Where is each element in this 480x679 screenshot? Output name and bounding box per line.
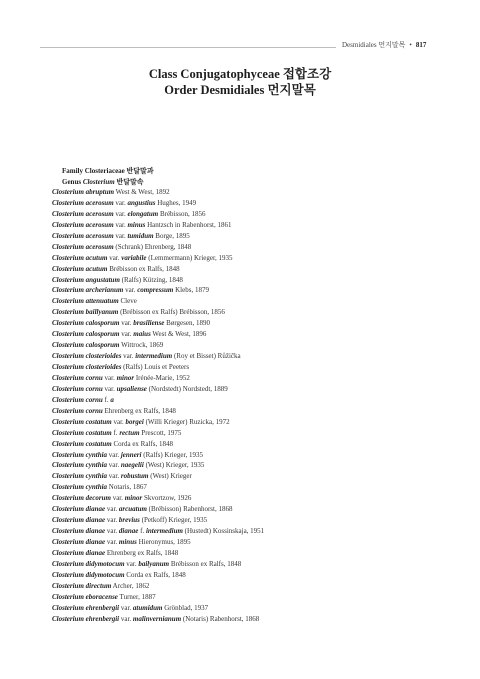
taxon-authority: var. [105, 505, 119, 514]
taxon-authority: Borge, 1895 [153, 231, 190, 240]
taxon-authority: var. [107, 253, 122, 262]
taxon-authority: Ehrenberg ex Ralfs, 1848 [102, 406, 176, 415]
taxon-authority: var. [110, 494, 125, 503]
taxon-name: Closterium cynthia [52, 461, 108, 470]
species-entry [52, 603, 452, 614]
taxon-name: Closterium costatum [52, 428, 112, 437]
species-entry [52, 450, 452, 461]
taxon-name: Closterium calosporum [52, 319, 120, 328]
taxon-authority: (Petkoff) Krieger, 1935 [139, 516, 208, 525]
taxon-authority: Brébisson ex Ralfs, 1848 [169, 559, 242, 568]
taxon-name: Closterium cornu [52, 384, 103, 393]
taxon-name: Closterium calosporum [52, 330, 120, 339]
taxon-name: Closterium acerosum [52, 198, 114, 207]
species-entry [52, 373, 452, 384]
species-entry [52, 515, 452, 526]
taxon-authority: var. [105, 538, 119, 546]
species-entry [52, 209, 452, 220]
taxon-name: minor [116, 373, 135, 382]
species-entry [52, 198, 452, 209]
taxon-authority: West & West, 1896 [150, 330, 207, 339]
taxon-authority: f. [138, 527, 146, 536]
taxon-name: Closterium archerianum [52, 286, 124, 295]
species-entry [52, 307, 452, 318]
taxon-name: tumidum [127, 231, 154, 240]
species-entry [52, 460, 452, 471]
taxon-authority: var. [107, 472, 121, 481]
page-number: 817 [415, 41, 427, 49]
taxon-name: Closterium cornu [52, 395, 103, 404]
taxon-authority: var. [107, 461, 121, 470]
taxon-name: Closterium attenuatum [52, 297, 119, 306]
taxon-name: Closterium cornu [52, 373, 103, 382]
taxon-name: atumidum [132, 603, 163, 612]
taxon-name: minor [124, 494, 143, 503]
taxon-name: Closterium decorum [52, 494, 111, 503]
taxon-authority: var. [102, 384, 117, 393]
taxon-authority: var. [107, 450, 121, 459]
taxon-name: Closterium dianae [52, 527, 106, 536]
taxon-name: brasiliense [133, 319, 165, 328]
header-rule [40, 47, 336, 48]
taxon-name: Closterium eboracense [52, 592, 118, 601]
running-header [342, 40, 426, 50]
taxon-authority: (Notaris) Rabenhorst, 1868 [181, 614, 260, 623]
taxon-authority: (Lemmermann) Krieger, 1935 [146, 253, 233, 262]
taxon-name: naegelii [120, 461, 144, 470]
taxon-name: intermedium [145, 527, 183, 536]
species-entry [52, 362, 452, 373]
family-heading: Family Closteriaceae 반달말과 [62, 167, 154, 175]
taxon-name: Closterium cynthia [52, 450, 108, 459]
taxon-name: intermedium [135, 352, 173, 361]
header-bullet: • [409, 41, 412, 49]
taxon-name: Closterium abruptum [52, 188, 115, 196]
taxon-name: Closterium costatum [52, 439, 112, 448]
taxon-authority: var. [105, 516, 119, 525]
taxon-authority: var. [119, 330, 134, 339]
taxon-name: upsaliense [116, 384, 147, 393]
section-titles [0, 66, 480, 98]
taxon-authority: var. [124, 559, 139, 568]
species-entry [52, 548, 452, 559]
taxon-authority: Brébisson ex Ralfs, 1848 [107, 264, 180, 273]
taxon-name: compressum [137, 286, 174, 295]
taxon-authority: Grönblad, 1937 [162, 603, 209, 612]
taxon-name: Closterium cynthia [52, 472, 108, 481]
taxon-authority: Corda ex Ralfs, 1848 [124, 570, 186, 579]
species-entry [52, 504, 452, 515]
running-title: Desmidiales 먼지말목 [342, 41, 406, 49]
taxon-authority: (Ralfs) Kützing, 1848 [119, 275, 183, 284]
taxon-authority: var. [119, 603, 133, 612]
species-entry [52, 242, 452, 253]
taxon-name: borgei [125, 417, 144, 426]
species-entry [52, 592, 452, 603]
species-entry [52, 318, 452, 329]
species-entry [52, 581, 452, 592]
taxon-name: Closterium acerosum [52, 231, 114, 240]
genus-heading [62, 177, 144, 187]
species-entry [52, 471, 452, 482]
taxon-name: Closterium ehrenbergii [52, 614, 120, 623]
taxon-authority: (Nordstedt) Nordstedt, 1889 [146, 384, 228, 393]
taxon-name: Closterium acerosum [52, 209, 114, 218]
taxon-authority: var. [123, 286, 138, 295]
taxon-name: Closterium cornu [52, 406, 103, 415]
species-entry [52, 395, 452, 406]
taxon-name: elongatum [127, 209, 159, 218]
taxon-authority: Ehrenberg ex Ralfs, 1848 [105, 548, 179, 557]
species-entry [52, 329, 452, 340]
taxon-authority: (Ralfs) Krieger, 1935 [141, 450, 204, 459]
taxon-authority: f. [102, 395, 111, 404]
taxon-name: minus [127, 220, 146, 229]
taxon-name: Closterium directum [52, 581, 112, 590]
species-entry [52, 384, 452, 395]
taxon-authority: var. [113, 220, 128, 229]
taxon-authority: Brébisson, 1856 [158, 209, 206, 218]
taxon-name: maius [133, 330, 151, 339]
taxon-authority: var. [119, 319, 134, 328]
taxon-authority: var. [111, 417, 126, 426]
species-entry [52, 493, 452, 504]
species-entry [52, 285, 452, 296]
taxon-authority: (Brébisson) Rabenhorst, 1868 [146, 505, 233, 514]
taxon-name: Closterium dianae [52, 548, 106, 557]
taxon-name: malinvernianum [132, 614, 182, 623]
species-entry [52, 537, 452, 548]
taxon-authority: Skvortzow, 1926 [142, 494, 192, 503]
species-entry [52, 275, 452, 286]
taxon-name: Closterium calosporum [52, 341, 120, 350]
taxon-authority: Notaris, 1867 [107, 483, 147, 492]
taxon-authority: Hughes, 1949 [155, 198, 197, 207]
taxon-name: arcuatum [118, 505, 147, 514]
taxon-authority: (Hustedt) Kossinskaja, 1951 [182, 527, 265, 536]
taxon-name: Closterium cynthia [52, 483, 108, 492]
class-title: Class Conjugatophyceae 접합조강 [148, 67, 332, 81]
species-entry [52, 406, 452, 417]
taxon-name: Closterium baillyanum [52, 308, 119, 317]
species-entry [52, 439, 452, 450]
taxon-authority: var. [121, 352, 136, 361]
taxon-name: dianae [118, 527, 139, 536]
taxon-authority: Wittrock, 1869 [119, 341, 164, 350]
taxon-name: jenneri [120, 450, 142, 459]
taxon-authority: Klebs, 1879 [173, 286, 209, 295]
taxon-name: robustum [120, 472, 149, 481]
taxon-name: bailyanum [138, 559, 170, 568]
taxon-authority: Turner, 1887 [117, 592, 156, 601]
taxon-name: Closterium didymotocum [52, 559, 125, 568]
taxon-name: Closterium closterioides [52, 352, 122, 361]
taxon-name: Closterium didymotocum [52, 570, 125, 579]
genus-name: Closterium [82, 178, 115, 186]
species-entry [52, 351, 452, 362]
taxon-authority: Cleve [118, 297, 137, 306]
taxon-authority: (Ralfs) Louis et Peeters [121, 363, 190, 371]
species-list [52, 187, 452, 625]
taxon-authority: var. [119, 614, 133, 623]
taxon-name: a [110, 395, 114, 404]
genus-prefix: Genus [62, 178, 82, 186]
species-entry [52, 231, 452, 242]
taxon-name: angustius [127, 198, 156, 207]
taxon-authority: (Brébisson ex Ralfs) Brébisson, 1856 [118, 308, 225, 317]
taxon-authority: Hantzsch in Rabenhorst, 1861 [145, 220, 232, 229]
taxon-name: Closterium closterioides [52, 363, 122, 371]
taxon-authority: Archer, 1862 [111, 581, 150, 590]
species-entry [52, 570, 452, 581]
species-entry [52, 187, 452, 198]
taxon-authority: Irénée-Marie, 1952 [134, 373, 190, 382]
species-entry [52, 220, 452, 231]
taxon-name: Closterium costatum [52, 417, 112, 426]
taxon-authority: var. [113, 231, 128, 240]
species-entry [52, 559, 452, 570]
taxon-authority: (West) Krieger [148, 472, 192, 481]
taxon-name: Closterium ehrenbergii [52, 603, 120, 612]
taxon-authority: West & West, 1892 [114, 188, 170, 196]
species-entry [52, 340, 452, 351]
taxon-name: Closterium acerosum [52, 220, 114, 229]
taxon-name: rectum [119, 428, 140, 437]
taxon-authority: Prescott, 1975 [139, 428, 182, 437]
taxon-name: Closterium acutum [52, 253, 108, 262]
species-entry [52, 526, 452, 537]
taxon-authority: (Roy et Bisset) Růžička [172, 352, 241, 361]
taxon-authority: Corda ex Ralfs, 1848 [111, 439, 173, 448]
taxon-name: Closterium acutum [52, 264, 108, 273]
taxon-name: variabile [121, 253, 147, 262]
taxon-authority: f. [111, 428, 120, 437]
taxon-name: Closterium dianae [52, 538, 106, 546]
order-title: Order Desmidiales 먼지말목 [164, 83, 316, 97]
genus-korean: 반달말속 [116, 178, 144, 186]
taxon-name: minus [118, 538, 137, 546]
species-entry [52, 253, 452, 264]
species-entry [52, 482, 452, 493]
taxon-authority: var. [113, 198, 128, 207]
taxon-name: Closterium dianae [52, 516, 106, 525]
species-entry [52, 614, 452, 625]
taxon-authority: (Schrank) Ehrenberg, 1848 [113, 242, 192, 251]
species-entry [52, 264, 452, 275]
species-entry [52, 296, 452, 307]
taxon-authority: (West) Krieger, 1935 [143, 461, 205, 470]
species-entry [52, 428, 452, 439]
taxon-name: Closterium angustatum [52, 275, 120, 284]
taxon-authority: var. [105, 527, 119, 536]
taxon-authority: var. [102, 373, 117, 382]
taxon-authority: Hieronymus, 1895 [136, 538, 191, 546]
taxon-authority: Børgesen, 1890 [164, 319, 210, 328]
taxon-name: Closterium acerosum [52, 242, 114, 251]
taxon-authority: var. [113, 209, 128, 218]
taxon-authority: (Willi Krieger) Ruzicka, 1972 [143, 417, 230, 426]
species-entry [52, 417, 452, 428]
taxon-name: Closterium dianae [52, 505, 106, 514]
taxon-name: brevius [118, 516, 140, 525]
